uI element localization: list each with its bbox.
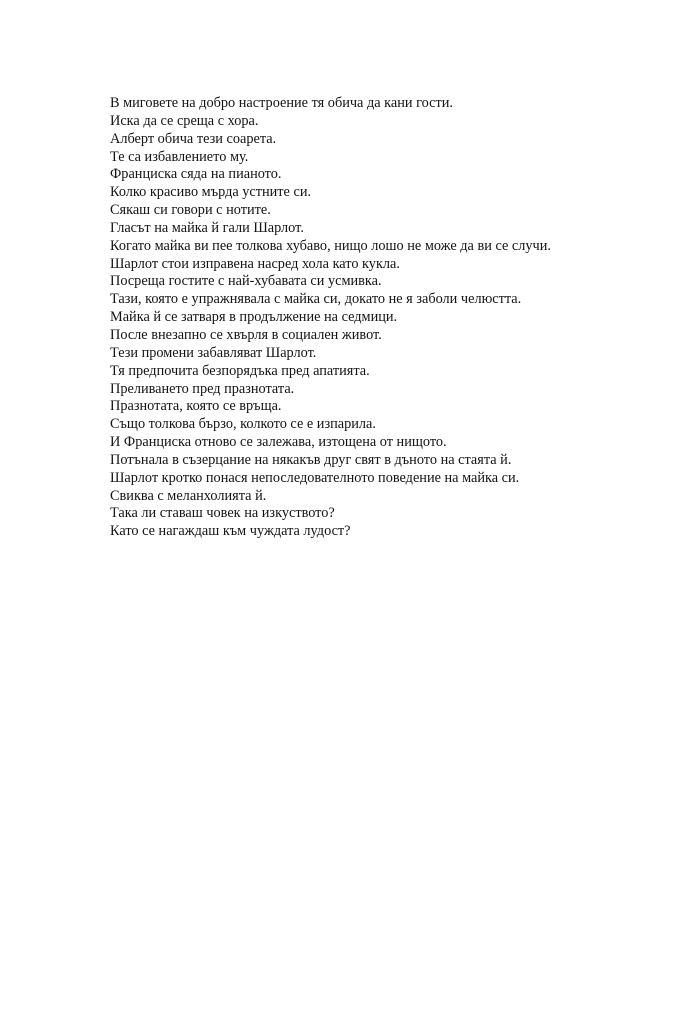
text-line: Също толкова бързо, колкото се е изпарила. — [110, 416, 376, 433]
text-line: Свиква с меланхолията й. — [110, 487, 267, 504]
text-line: Шарлот кротко понася непоследователното поведение на майка си. — [110, 469, 520, 486]
text-line: Тези промени забавляват Шарлот. — [110, 344, 317, 361]
text-line: Сякаш си говори с нотите. — [110, 202, 271, 219]
text-line: Когато майка ви пее толкова хубаво, нищо лошо не може да ви се случи. — [110, 237, 551, 254]
text-line: После внезапно се хвърля в социален живот. — [110, 326, 382, 343]
text-line: Потънала в съзерцание на някакъв друг свят в дъното на стаята й. — [110, 451, 512, 468]
text-line: Франциска сяда на пианото. — [110, 166, 282, 183]
text-line: Тази, която е упражнявала с майка си, докато не я заболи челюстта. — [110, 291, 522, 308]
text-line: В миговете на добро настроение тя обича да кани гости. — [110, 95, 453, 111]
text-line: Колко красиво мърда устните си. — [110, 184, 312, 201]
text-line: Шарлот стои изправена насред хола като кукла. — [110, 255, 400, 272]
text-line: Алберт обича тези соарета. — [110, 130, 277, 147]
text-line: Тя предпочита безпорядъка пред апатията. — [110, 362, 370, 379]
text-line: Празнотата, която се връща. — [110, 398, 282, 415]
text-line: Посреща гостите с най-хубавата си усмивка. — [110, 273, 382, 290]
text-line: Като се нагаждаш към чуждата лудост? — [110, 523, 351, 540]
text-line: Преливането пред празнотата. — [110, 380, 295, 397]
text-line: Гласът на майка й гали Шарлот. — [110, 219, 304, 236]
text-line: Те са избавлението му. — [110, 148, 249, 165]
text-line: И Франциска отново се залежава, изтощена от нищото. — [110, 434, 447, 451]
text-line: Иска да се среща с хора. — [110, 112, 259, 129]
text-line: Така ли ставаш човек на изкуството? — [110, 505, 335, 522]
body-text — [110, 95, 670, 541]
text-line: Майка й се затваря в продължение на седмици. — [110, 309, 398, 326]
